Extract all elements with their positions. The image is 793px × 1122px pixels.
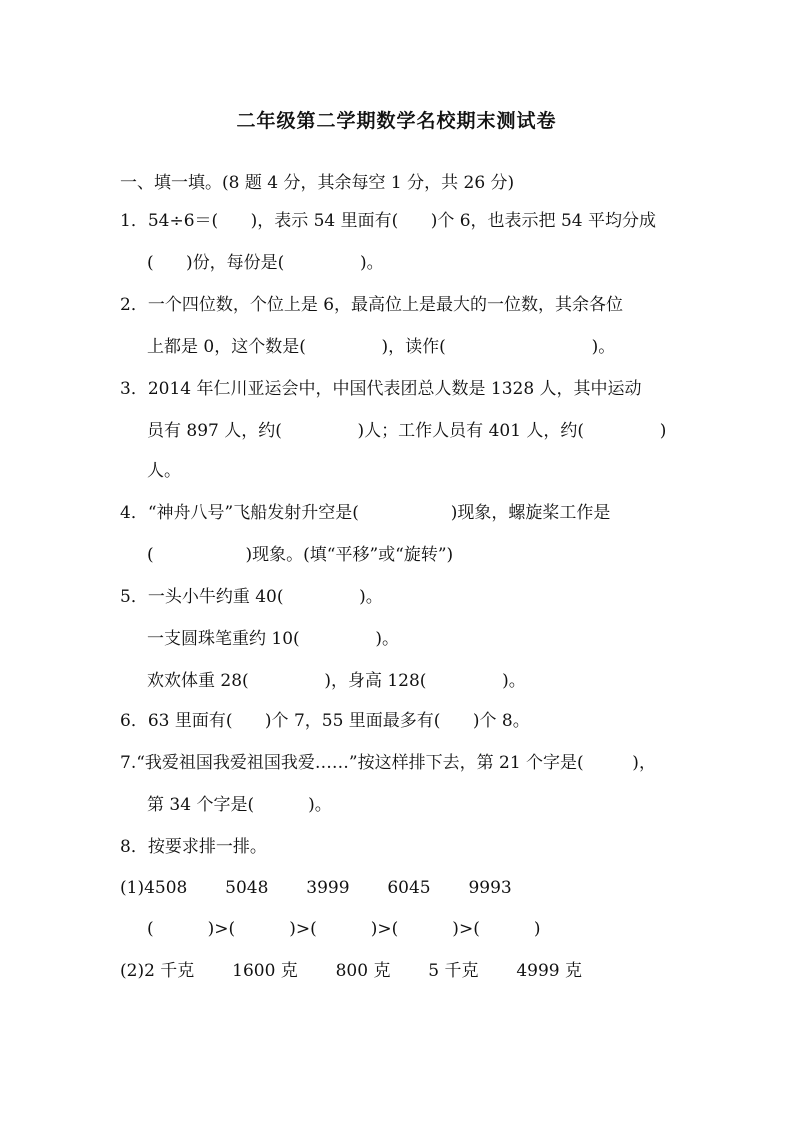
question-4-line-2: ( )现象。(填“平移”或“旋转”) — [147, 545, 454, 565]
question-8-part-1-numbers: (1)4508 5048 3999 6045 9993 — [120, 878, 512, 898]
question-2-line-1: 2．一个四位数，个位上是 6，最高位上是最大的一位数，其余各位 — [120, 295, 624, 315]
question-5-line-1: 5．一头小牛约重 40( )。 — [120, 587, 383, 607]
question-7-line-1: 7.“我爱祖国我爱祖国我爱……”按这样排下去，第 21 个字是( )， — [120, 753, 656, 773]
question-3-line-1: 3．2014 年仁川亚运会中，中国代表团总人数是 1328 人，其中运动 — [120, 379, 642, 399]
question-5-line-2: 一支圆珠笔重约 10( )。 — [147, 629, 399, 649]
question-8-part-2-weights: (2)2 千克 1600 克 800 克 5 千克 4999 克 — [120, 961, 583, 981]
question-6: 6．63 里面有( )个 7，55 里面最多有( )个 8。 — [120, 711, 530, 731]
question-3-line-3: 人。 — [147, 461, 181, 481]
question-8-heading: 8．按要求排一排。 — [120, 837, 267, 857]
question-5-line-3: 欢欢体重 28( )，身高 128( )。 — [147, 671, 526, 691]
question-2-line-2: 上都是 0，这个数是( )，读作( )。 — [147, 337, 616, 357]
section-heading: 一、填一填。(8 题 4 分，其余每空 1 分，共 26 分) — [120, 173, 515, 193]
question-1-line-1: 1．54÷6＝( )，表示 54 里面有( )个 6，也表示把 54 平均分成 — [120, 211, 656, 231]
question-3-line-2: 员有 897 人，约( )人；工作人员有 401 人，约( ) — [147, 421, 667, 441]
question-8-part-1-blanks: ( )>( )>( )>( )>( ) — [147, 919, 541, 939]
page-title: 二年级第二学期数学名校期末测试卷 — [236, 110, 557, 132]
question-7-line-2: 第 34 个字是( )。 — [147, 795, 332, 815]
question-4-line-1: 4．“神舟八号”飞船发射升空是( )现象，螺旋桨工作是 — [120, 503, 611, 523]
question-1-line-2: ( )份，每份是( )。 — [147, 253, 384, 273]
